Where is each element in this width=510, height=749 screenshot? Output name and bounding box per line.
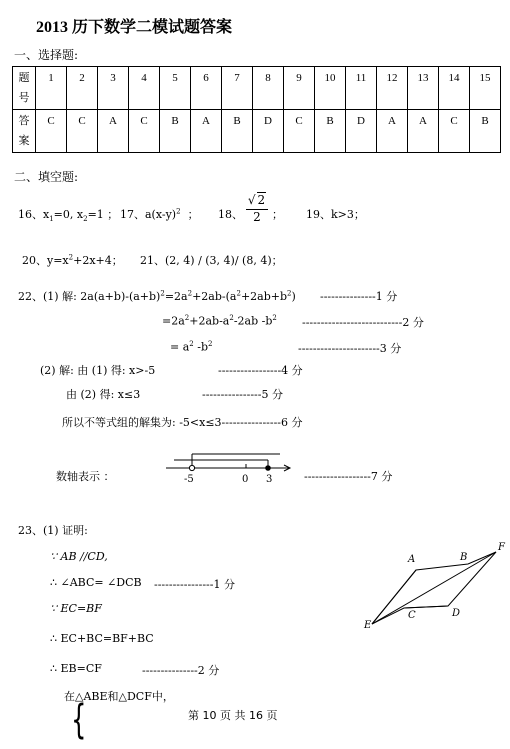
table-cell: 5	[160, 67, 191, 110]
page-title: 2013 历下数学二模试题答案	[36, 19, 233, 36]
table-cell: A	[191, 110, 222, 153]
q23-line-5: ∴ EC+BC=BF+BC	[50, 632, 154, 645]
answer-17: 17、$a(x-y)^2$ ；	[120, 207, 199, 221]
table-cell: 13	[408, 67, 439, 110]
answer-20: 20、$y=x^2+2x+4$；	[22, 253, 123, 267]
table-cell: A	[408, 110, 439, 153]
q23-line-1: 23、(1) 证明:	[18, 524, 88, 537]
q23-line-6: ∴ EB=CF	[50, 662, 102, 675]
q22-score-1: ---------------1 分	[320, 290, 398, 303]
parallelogram-figure	[360, 540, 510, 635]
number-line-diagram	[160, 446, 300, 492]
figure-label-a: A	[408, 554, 416, 565]
closed-point	[265, 465, 271, 471]
q23-score-1: ----------------1 分	[154, 578, 235, 591]
table-cell: 9	[284, 67, 315, 110]
table-cell: C	[36, 110, 67, 153]
table-cell: C	[284, 110, 315, 153]
q22-line-4: (2) 解: 由 (1) 得: x>-5	[40, 364, 156, 377]
figure-label-f: F	[498, 542, 505, 553]
q23-line-2: ∵ AB //CD,	[50, 550, 108, 563]
open-point	[189, 465, 194, 470]
section-heading-fill: 二、填空题:	[14, 170, 79, 184]
q22-line-1: 22、(1) 解: $2a(a+b)-(a+b)^2=2a^2+2ab-(a^2+2ab+b^2)$	[18, 289, 296, 303]
table-cell: C	[67, 110, 98, 153]
q22-score-7: ------------------7 分	[304, 470, 393, 483]
q22-score-3: ----------------------3 分	[298, 342, 402, 355]
table-cell: 3	[98, 67, 129, 110]
table-cell: 7	[222, 67, 253, 110]
table-cell: 11	[346, 67, 377, 110]
axis-label: 0	[242, 474, 249, 485]
table-cell: 6	[191, 67, 222, 110]
q22-score-2: ---------------------------2 分	[302, 316, 424, 329]
segment-cd	[404, 606, 448, 608]
axis-label: -5	[184, 474, 194, 485]
table-cell: D	[346, 110, 377, 153]
answer-table	[12, 66, 501, 153]
table-cell: B	[315, 110, 346, 153]
figure-label-e: E	[364, 620, 372, 631]
q23-score-2: ---------------2 分	[142, 664, 220, 677]
axis-label: 3	[266, 474, 273, 485]
table-cell: 4	[129, 67, 160, 110]
answer-19: 19、k>3；	[306, 208, 365, 221]
answer-18-label: 18、	[218, 208, 243, 221]
table-cell: A	[377, 110, 408, 153]
answer-18-end: ；	[272, 208, 283, 221]
segment-ef	[372, 552, 496, 624]
q22-number-line-label: 数轴表示 ：	[56, 470, 115, 483]
brace-symbol: {	[71, 697, 87, 743]
q22-line-5: 由 (2) 得: x≤3	[66, 388, 141, 401]
table-row-answers	[13, 110, 501, 153]
answer-18-fraction: $\frac{√ 2}{2}$	[246, 192, 268, 224]
table-cell: 8	[253, 67, 284, 110]
q22-line-2: $=2a^2+2ab-a^2-2ab$ $-b^2$	[162, 314, 277, 328]
q22-line-6: 所以不等式组的解集为: -5<x≤3----------------6 分	[62, 416, 303, 429]
q22-score-4: -----------------4 分	[218, 364, 303, 377]
answer-21: 21、(2, 4) / (3, 4)/ (8, 4)；	[140, 254, 283, 267]
table-cell: 2	[67, 67, 98, 110]
figure-label-d: D	[452, 608, 461, 619]
section-heading-choice: 一、选择题:	[14, 48, 79, 62]
q23-line-7: 在△ABE和△DCF中，	[64, 690, 174, 703]
figure-label-c: C	[408, 610, 416, 621]
answer-16: 16、$x_1=0$, $x_2=1$ ；	[18, 208, 119, 224]
q22-score-5: ----------------5 分	[202, 388, 283, 401]
page-footer: 第 10 页 共 16 页	[188, 709, 278, 722]
table-header-cell: 题 号	[13, 67, 36, 110]
q23-line-3: ∴ ∠ABC= ∠DCB	[50, 576, 142, 589]
figure-label-b: B	[460, 552, 468, 563]
table-cell: B	[470, 110, 501, 153]
table-cell: 12	[377, 67, 408, 110]
table-cell: B	[222, 110, 253, 153]
table-cell: C	[129, 110, 160, 153]
q23-line-4: ∵ EC=BF	[50, 602, 102, 615]
table-cell: C	[439, 110, 470, 153]
table-cell: D	[253, 110, 284, 153]
q22-line-3: = $a^2$ $-b^2$	[170, 340, 213, 354]
table-cell: 14	[439, 67, 470, 110]
table-header-cell: 答 案	[13, 110, 36, 153]
table-cell: A	[98, 110, 129, 153]
table-cell: 10	[315, 67, 346, 110]
table-cell: 1	[36, 67, 67, 110]
table-cell: 15	[470, 67, 501, 110]
table-row-numbers	[13, 67, 501, 110]
table-cell: B	[160, 110, 191, 153]
